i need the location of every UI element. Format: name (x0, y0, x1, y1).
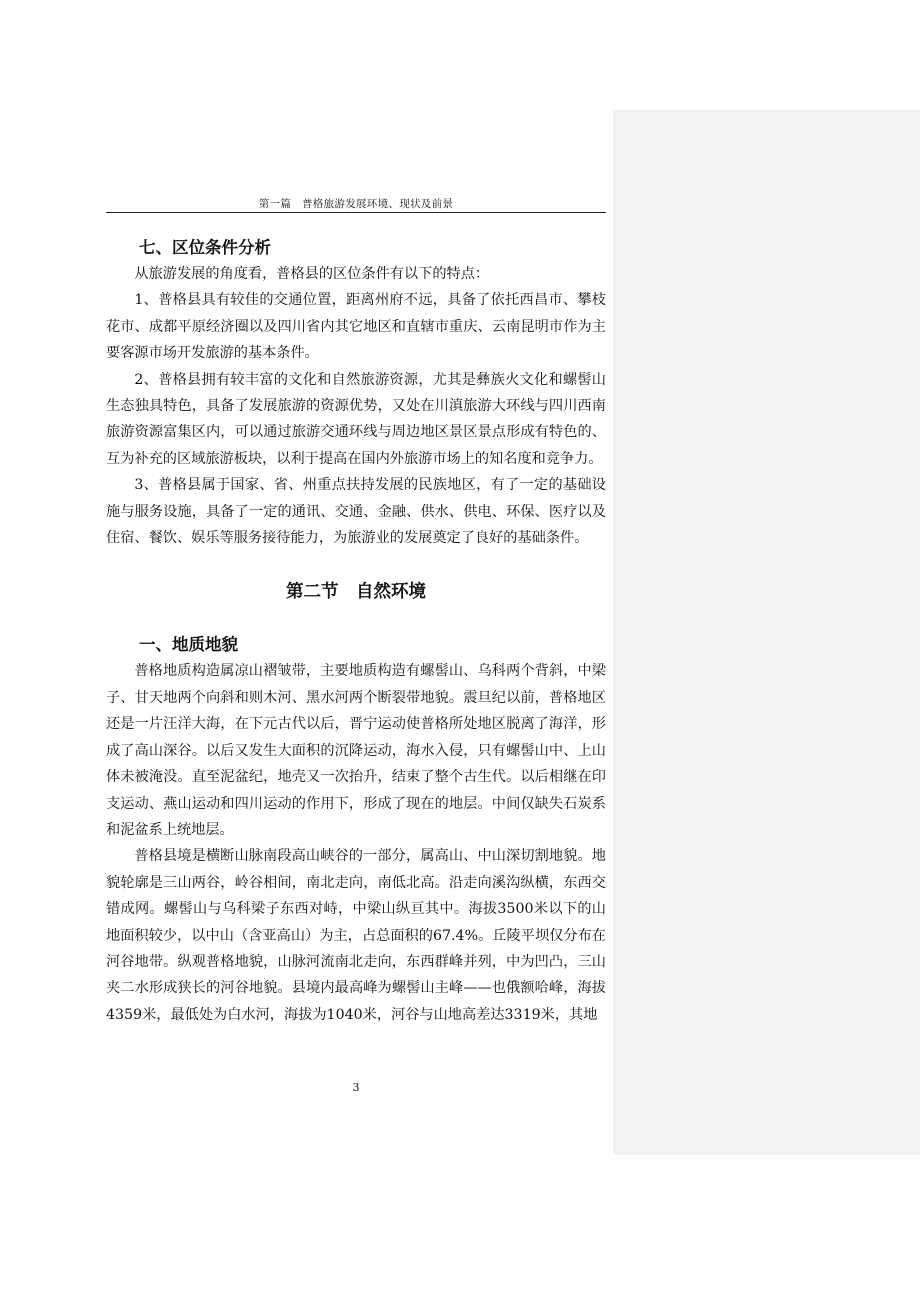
heading-location-analysis: 七、区位条件分析 (139, 238, 271, 257)
header-rule (106, 212, 606, 213)
paragraph: 1、普格县具有较佳的交通位置，距离州府不远，具备了依托西昌市、攀枝花市、成都平原经济圈以及四川省内其它地区和直辖市重庆、云南昆明市作为主要客源市场开发旅游的基本条件。 (106, 292, 606, 362)
paragraph: 3、普格县属于国家、省、州重点扶持发展的民族地区，有了一定的基础设施与服务设施，具备了一定的通讯、交通、金融、供水、供电、环保、医疗以及住宿、餐饮、娱乐等服务接待能力，为旅游业的发展奠定了良好的基础条件。 (106, 477, 606, 547)
running-header: 第一篇 普格旅游发展环境、现状及前景 (258, 198, 454, 210)
heading-geology: 一、地质地貌 (139, 635, 238, 655)
paragraph: 从旅游发展的角度看，普格县的区位条件有以下的特点： (134, 266, 490, 282)
paragraph: 2、普格县拥有较丰富的文化和自然旅游资源，尤其是彝族火文化和螺髻山生态独具特色，具备了发展旅游的资源优势，又处在川滇旅游大环线与四川西南旅游资源富集区内，可以通过旅游交通环线与周边地区景区景点形成有特色的、互为补充的区域旅游板块，以利于提高在国内外旅游市场上的知名度和竞争力。 (106, 371, 606, 467)
section-heading-natural-environment: 第二节 自然环境 (286, 582, 426, 603)
spacer (106, 551, 606, 579)
paragraph: 普格地质构造属凉山褶皱带，主要地质构造有螺髻山、乌科两个背斜，中梁子、甘天地两个向斜和则木河、黑水河两个断裂带地貌。震旦纪以前，普格地区还是一片汪洋大海，在下元古代以后，晋宁运动使普格所处地区脱离了海洋，形成了高山深谷。以后又发生大面积的沉降运动，海水入侵，只有螺髻山中、上山体未被淹没。直至泥盆纪，地壳又一次抬升，结束了整个古生代。以后相继在印支运动、燕山运动和四川运动的作用下，形成了现在的地层。中间仅缺失石炭系和泥盆系上统地层。 (106, 663, 606, 838)
comment-pane (613, 110, 920, 1155)
page-number: 3 (352, 1081, 360, 1094)
paragraph: 普格县境是横断山脉南段高山峡谷的一部分，属高山、中山深切割地貌。地貌轮廓是三山两谷，岭谷相间，南北走向，南低北高。沿走向溪沟纵横，东西交错成网。螺髻山与乌科梁子东西对峙，中梁山纵亘其中。海拔3500米以下的山地面积较少，以中山（含亚高山）为主，占总面积的67.4%。丘陵平坝仅分布在河谷地带。纵观普格地貌，山脉河流南北走向，东西群峰并列，中为凹凸，三山夹二水形成狭长的河谷地貌。县境内最高峰为螺髻山主峰——也俄额哈峰，海拔4359米，最低处为白水河，海拔为1040米，河谷与山地高差达3319米，其地 (106, 848, 606, 1023)
document-body (106, 235, 606, 1028)
spacer (106, 605, 606, 632)
